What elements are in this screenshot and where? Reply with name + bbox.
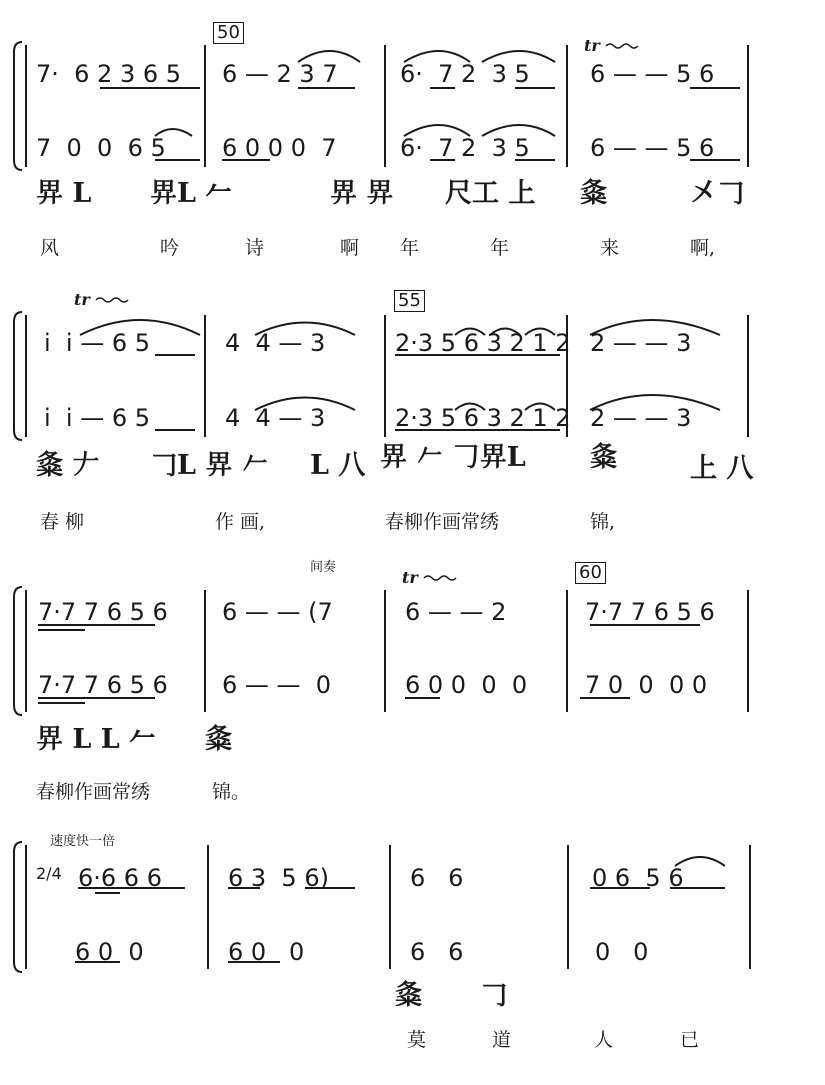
s2-gongche-6: 上 八 xyxy=(690,453,754,484)
s1-lyric-2: 吟 xyxy=(160,237,180,259)
s4-lower-m3: 6 6 xyxy=(410,938,464,966)
s1-upper-m2: 6 — 2 3 7 xyxy=(222,60,338,88)
s4-lyric-3: 人 xyxy=(594,1029,614,1051)
system1-brace xyxy=(14,42,22,170)
trill-mark: tr xyxy=(584,36,600,55)
s4-gongche-2: 𠃌 xyxy=(480,980,507,1011)
s2-gongche-1: 𡕝 𠂇 xyxy=(36,450,100,481)
s3-upper-m4: 7·7 7 6 5 6 xyxy=(585,598,715,626)
s2-gongche-3: L 八 xyxy=(310,450,366,481)
measure-number-50: 50 xyxy=(213,22,244,44)
s1-gongche-6: 㐅𠃌 xyxy=(690,178,744,209)
s2-upper-m2: 4 4 — 3 xyxy=(225,329,326,357)
s1-upper-m1: 7· 6 2 3 6 5 xyxy=(36,60,182,88)
s3-gongche-1: 𢌿 L L 𠂉 xyxy=(36,724,157,755)
measure-number-55: 55 xyxy=(394,290,425,312)
s1-lyric-8: 啊, xyxy=(690,237,716,259)
s4-lyric-2: 道 xyxy=(492,1029,512,1051)
s4-lower-m2: 6 0 0 xyxy=(228,938,305,966)
s1-gongche-4: 尺工 上 xyxy=(445,178,536,209)
s4-lower-m1: 6 0 0 xyxy=(75,938,144,966)
measure-number-60: 60 xyxy=(575,562,606,584)
s3-lyric-1: 春柳作画常绣 xyxy=(36,781,151,803)
s3-gongche-2: 𡕝 xyxy=(205,724,232,755)
s2-lower-m3: 2·3 5 6 3 2 1 2 xyxy=(395,404,571,432)
s1-lyric-3: 诗 xyxy=(245,237,265,259)
s2-upper-m4: 2 — — 3 xyxy=(590,329,692,357)
s4-lower-m4: 0 0 xyxy=(595,938,649,966)
s3-upper-m2: 6 — — (7 xyxy=(222,598,333,626)
s4-upper-m1: 6·6 6 6 xyxy=(78,864,162,892)
trill-mark: tr xyxy=(74,290,90,309)
s2-lower-m1: i i — 6 5 xyxy=(44,404,151,432)
s1-upper-m4: 6 — — 5 6 xyxy=(590,60,715,88)
s2-lower-m4: 2 — — 3 xyxy=(590,404,692,432)
tempo-marking: 速度快一倍 xyxy=(50,834,116,849)
s4-upper-m3: 6 6 xyxy=(410,864,464,892)
s1-gongche-5: 𡕝 xyxy=(580,178,607,209)
s3-lyric-2: 锦。 xyxy=(212,781,251,803)
interlude-label: 间奏 xyxy=(310,560,337,575)
s1-lower-m4: 6 — — 5 6 xyxy=(590,134,715,162)
s4-lyric-1: 莫 xyxy=(407,1029,427,1051)
s1-lyric-4: 啊 xyxy=(340,237,360,259)
s1-lyric-1: 风 xyxy=(40,237,60,259)
s1-lower-m1: 7 0 0 6 5 xyxy=(36,134,166,162)
s2-lyric-4: 锦, xyxy=(590,511,616,533)
s4-lyric-4: 已 xyxy=(680,1029,700,1051)
time-signature: 2/4 xyxy=(36,864,62,883)
s2-gongche-2: 𠃌L 𢌿 𠂉 xyxy=(150,450,269,481)
s2-lower-m2: 4 4 — 3 xyxy=(225,404,326,432)
s1-lyric-6: 年 xyxy=(490,237,510,259)
s1-gongche-2: 𢌿L 𠂉 xyxy=(150,178,233,209)
s2-lyric-1: 春 柳 xyxy=(40,511,85,533)
s2-lyric-2: 作 画, xyxy=(215,511,266,533)
s1-lyric-7: 来 xyxy=(600,237,620,259)
s3-lower-m1: 7·7 7 6 5 6 xyxy=(38,671,168,699)
s1-lower-m2: 6 0 0 0 7 xyxy=(222,134,337,162)
s2-upper-m3: 2·3 5 6 3 2 1 2 xyxy=(395,329,571,357)
s1-upper-m3: 6· 7 2 3 5 xyxy=(400,60,530,88)
s3-lower-m3: 6 0 0 0 0 xyxy=(405,671,528,699)
s2-lyric-3: 春柳作画常绣 xyxy=(385,511,500,533)
s2-gongche-4: 𢌿 𠂉 𠃌𢌿L xyxy=(380,442,526,473)
s3-upper-m3: 6 — — 2 xyxy=(405,598,507,626)
s4-upper-m2: 6 3 5 6) xyxy=(228,864,329,892)
s2-upper-m1: i i — 6 5 xyxy=(44,329,151,357)
s1-lyric-5: 年 xyxy=(400,237,420,259)
s3-lower-m2: 6 — — 0 xyxy=(222,671,332,699)
s1-gongche-3: 𢌿 𢌿 xyxy=(330,178,394,209)
s3-upper-m1: 7·7 7 6 5 6 xyxy=(38,598,168,626)
s1-gongche-1: 𢌿 L xyxy=(36,178,92,209)
s4-upper-m4: 0 6 5 6 xyxy=(592,864,684,892)
s1-lower-m3: 6· 7 2 3 5 xyxy=(400,134,530,162)
s4-gongche-1: 𡕝 xyxy=(395,980,422,1011)
s3-lower-m4: 7 0 0 0 0 xyxy=(585,671,708,699)
trill-mark: tr xyxy=(402,568,418,587)
s2-gongche-5: 𡕝 xyxy=(590,442,617,473)
